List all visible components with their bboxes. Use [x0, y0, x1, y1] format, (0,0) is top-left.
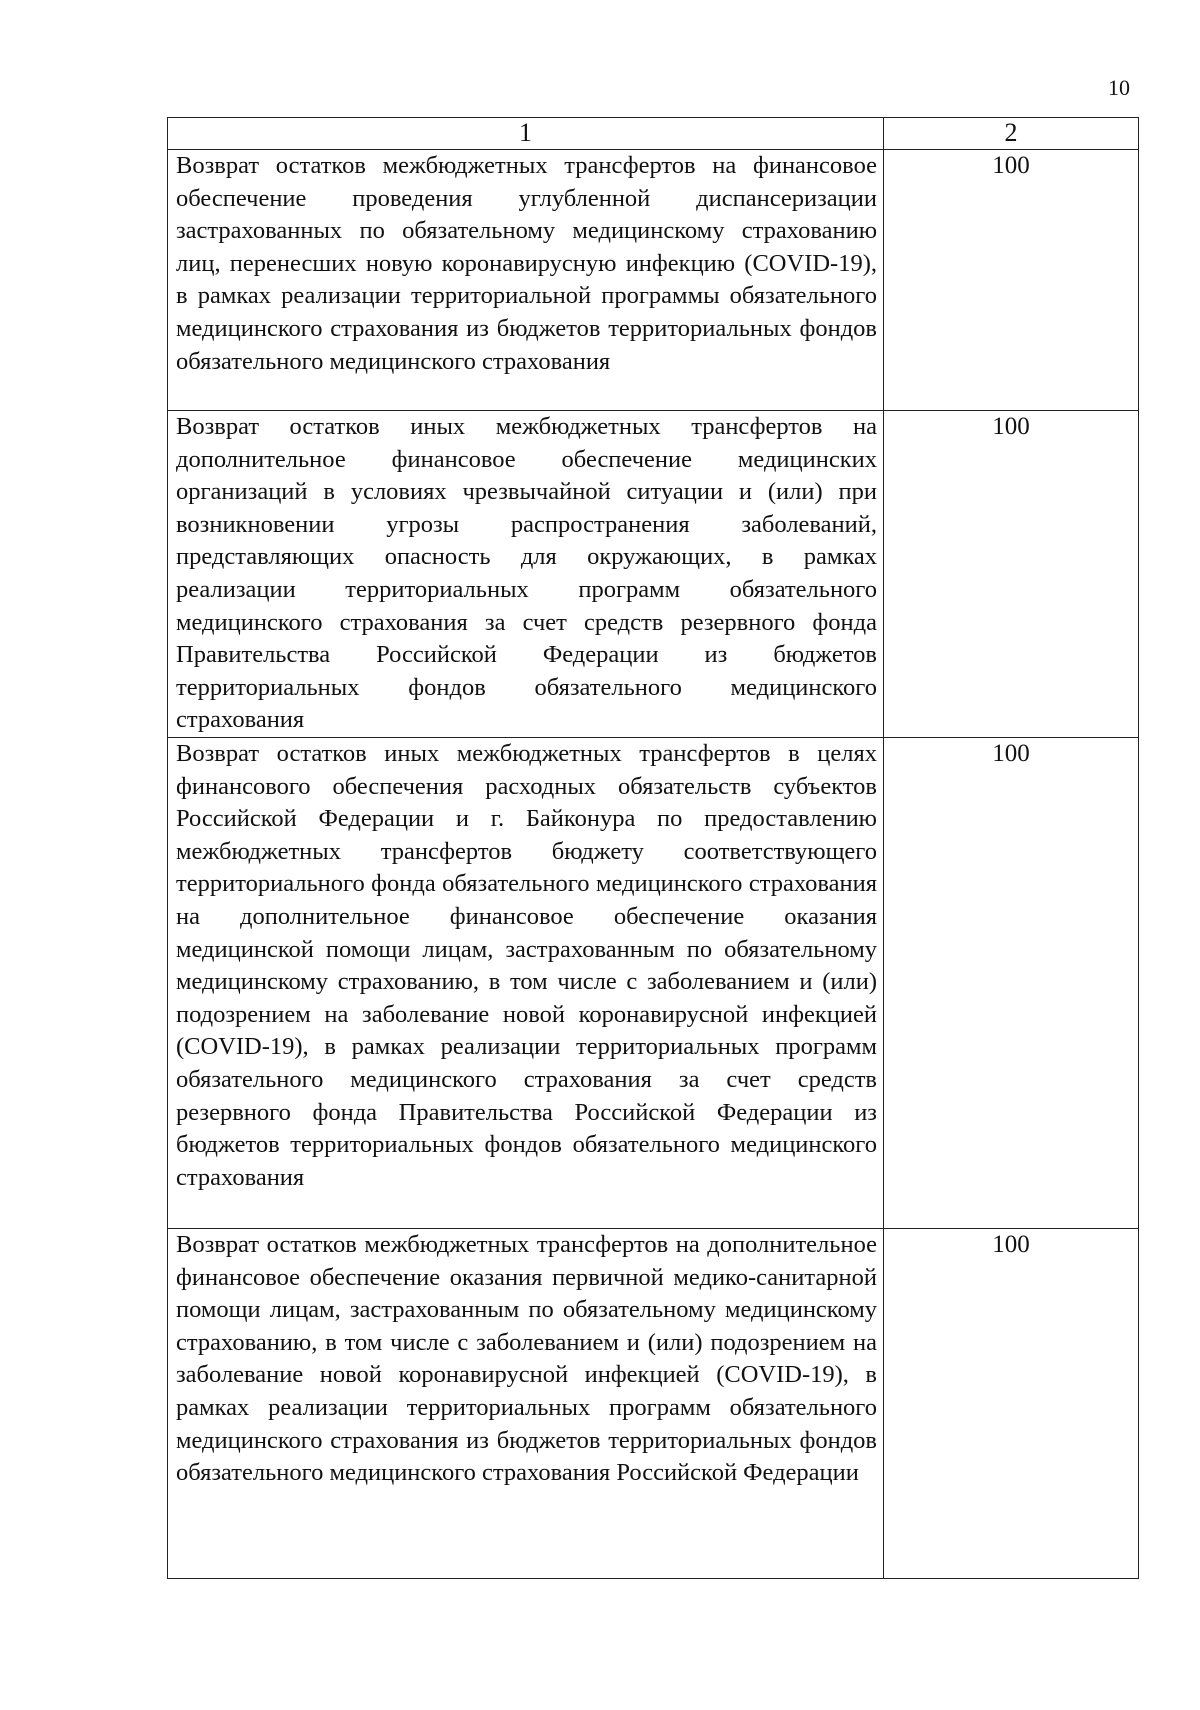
transfers-table: [167, 117, 1139, 1579]
row-value: 100: [884, 150, 1139, 411]
row-description: Возврат остатков иных межбюджетных трансфертов на дополнительное финансовое обеспечение медицинских организаций в условиях чрезвычайной ситуации и (или) при возникновении угрозы распространения заболеваний, представляющих опасность для окружающих, в рамках реализации территориальных программ обязательного медицинского страхования за счет средств резервного фонда Правительства Российской Федерации из бюджетов территориальных фондов обязательного медицинского страхования: [168, 411, 884, 738]
row-value: 100: [884, 738, 1139, 1229]
table-row: [168, 738, 1139, 1229]
column-header-1: 1: [168, 118, 884, 150]
column-header-2: 2: [884, 118, 1139, 150]
table-row: [168, 411, 1139, 738]
row-description: Возврат остатков межбюджетных трансфертов на дополнительное финансовое обеспечение оказания первичной медико-санитарной помощи лицам, застрахованным по обязательному медицинскому страхованию, в том числе с заболеванием и (или) подозрением на заболевание новой коронавирусной инфекцией (COVID-19), в рамках реализации территориальных программ обязательного медицинского страхования из бюджетов территориальных фондов обязательного медицинского страхования Российской Федерации: [168, 1229, 884, 1579]
table-row: [168, 150, 1139, 411]
row-value: 100: [884, 1229, 1139, 1579]
row-value: 100: [884, 411, 1139, 738]
row-description: Возврат остатков иных межбюджетных трансфертов в целях финансового обеспечения расходных обязательств субъектов Российской Федерации и г. Байконура по предоставлению межбюджетных трансфертов бюджету соответствующего территориального фонда обязательного медицинского страхования на дополнительное финансовое обеспечение оказания медицинской помощи лицам, застрахованным по обязательному медицинскому страхованию, в том числе с заболеванием и (или) подозрением на заболевание новой коронавирусной инфекцией (COVID-19), в рамках реализации территориальных программ обязательного медицинского страхования за счет средств резервного фонда Правительства Российской Федерации из бюджетов территориальных фондов обязательного медицинского страхования: [168, 738, 884, 1229]
table-row: [168, 1229, 1139, 1579]
row-description: Возврат остатков межбюджетных трансфертов на финансовое обеспечение проведения углубленной диспансеризации застрахованных по обязательному медицинскому страхованию лиц, перенесших новую коронавирусную инфекцию (COVID-19), в рамках реализации территориальной программы обязательного медицинского страхования из бюджетов территориальных фондов обязательного медицинского страхования: [168, 150, 884, 411]
table-header-row: [168, 118, 1139, 150]
page-number: 10: [1108, 75, 1130, 100]
